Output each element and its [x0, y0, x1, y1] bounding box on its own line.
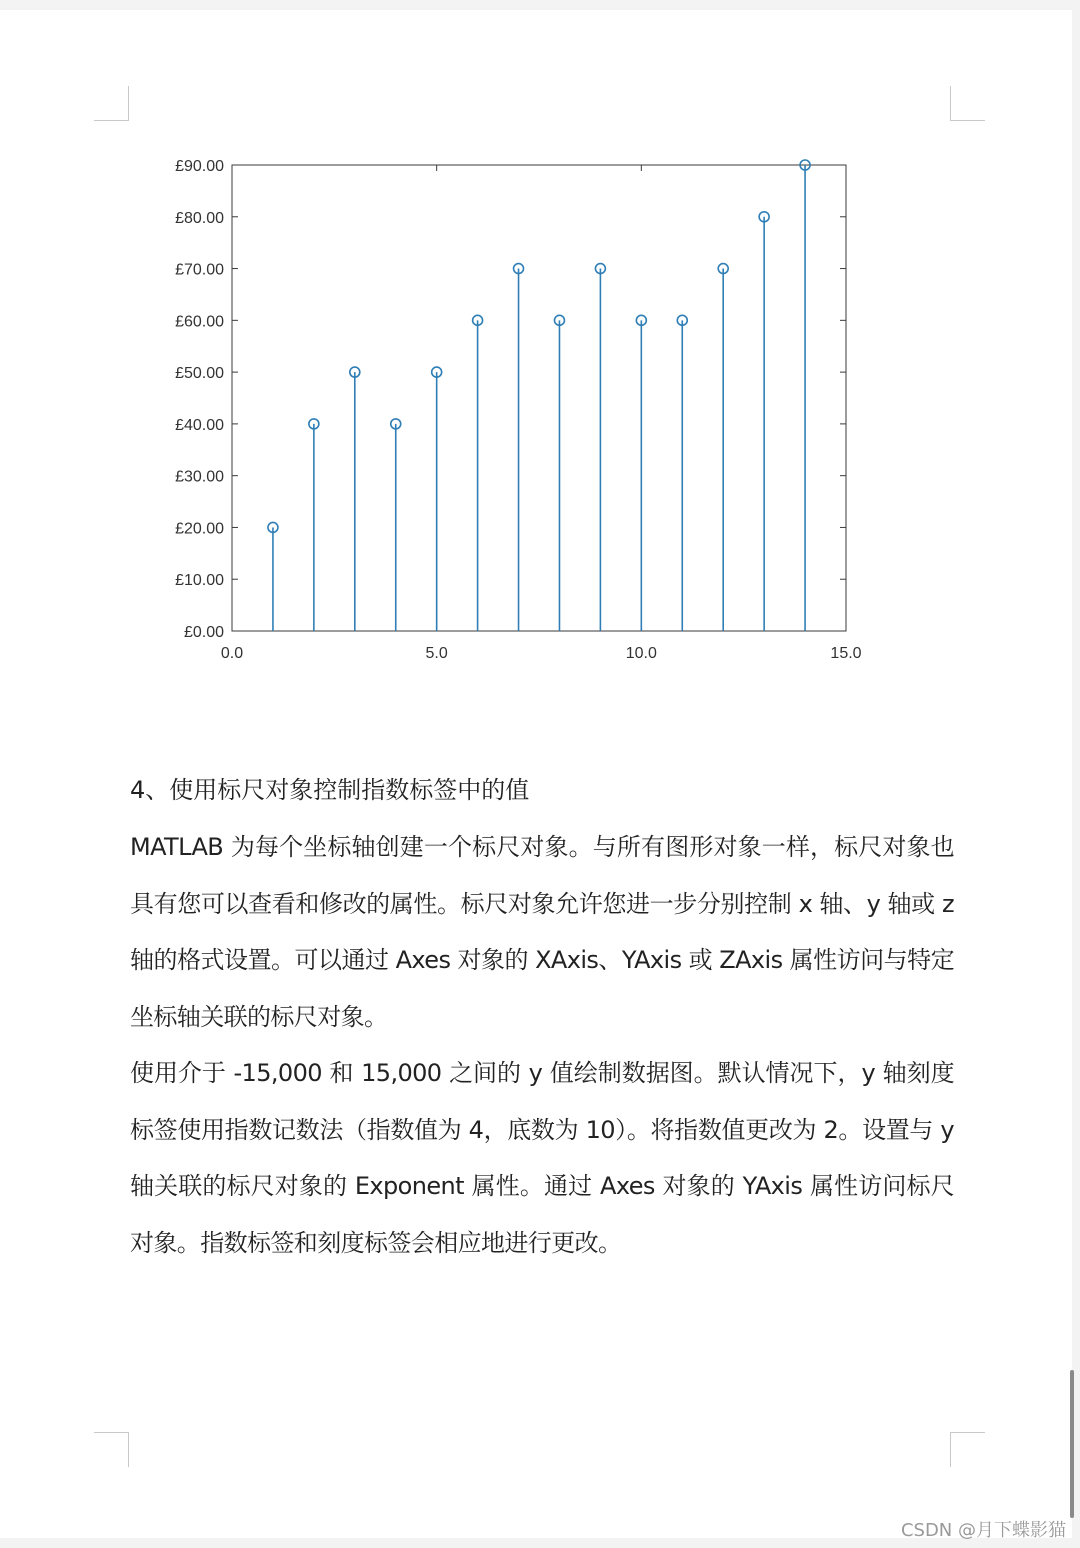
- page-corner-mark: [950, 86, 985, 121]
- vertical-scrollbar[interactable]: [1070, 1370, 1074, 1518]
- x-tick-label: 5.0: [425, 645, 448, 662]
- plot-area-frame: [232, 165, 846, 631]
- body-paragraph-1: MATLAB 为每个坐标轴创建一个标尺对象。与所有图形对象一样，标尺对象也具有您可以查看和修改的属性。标尺对象允许您进一步分别控制 x 轴、y 轴或 z 轴的格式设置。可以通过 Axes 对象的 XAxis、YAxis 或 ZAxis 属性访问与特定坐标轴关联的标尺对象。: [130, 833, 954, 1031]
- y-tick-label: £60.00: [175, 313, 224, 331]
- body-paragraph-2: 使用介于 -15,000 和 15,000 之间的 y 值绘制数据图。默认情况下，y 轴刻度标签使用指数记数法（指数值为 4，底数为 10）。将指数值更改为 2。设置与 y 轴关联的标尺对象的 Exponent 属性。通过 Axes 对象的 YAxis 属性访问标尺对象。指数标签和刻度标签会相应地进行更改。: [130, 1059, 954, 1257]
- x-tick-label: 10.0: [625, 645, 657, 662]
- csdn-watermark: CSDN @月下蝶影猫: [900, 1520, 1066, 1541]
- page-corner-mark: [950, 1432, 985, 1467]
- y-tick-label: £0.00: [183, 624, 224, 641]
- page-corner-mark: [94, 86, 129, 121]
- y-tick-label: £50.00: [175, 365, 224, 383]
- page-corner-mark: [94, 1432, 129, 1467]
- y-tick-label: £80.00: [175, 209, 224, 227]
- y-tick-label: £20.00: [175, 520, 224, 538]
- x-tick-label: 0.0: [220, 645, 244, 662]
- x-tick-label: 15.0: [830, 645, 862, 662]
- stem-chart: [150, 150, 880, 680]
- y-tick-label: £70.00: [175, 261, 224, 279]
- y-tick-label: £90.00: [175, 158, 224, 175]
- y-tick-label: £40.00: [175, 416, 224, 434]
- section-heading: 4、使用标尺对象控制指数标签中的值: [130, 776, 530, 804]
- y-tick-label: £10.00: [175, 572, 224, 590]
- y-tick-label: £30.00: [175, 468, 224, 486]
